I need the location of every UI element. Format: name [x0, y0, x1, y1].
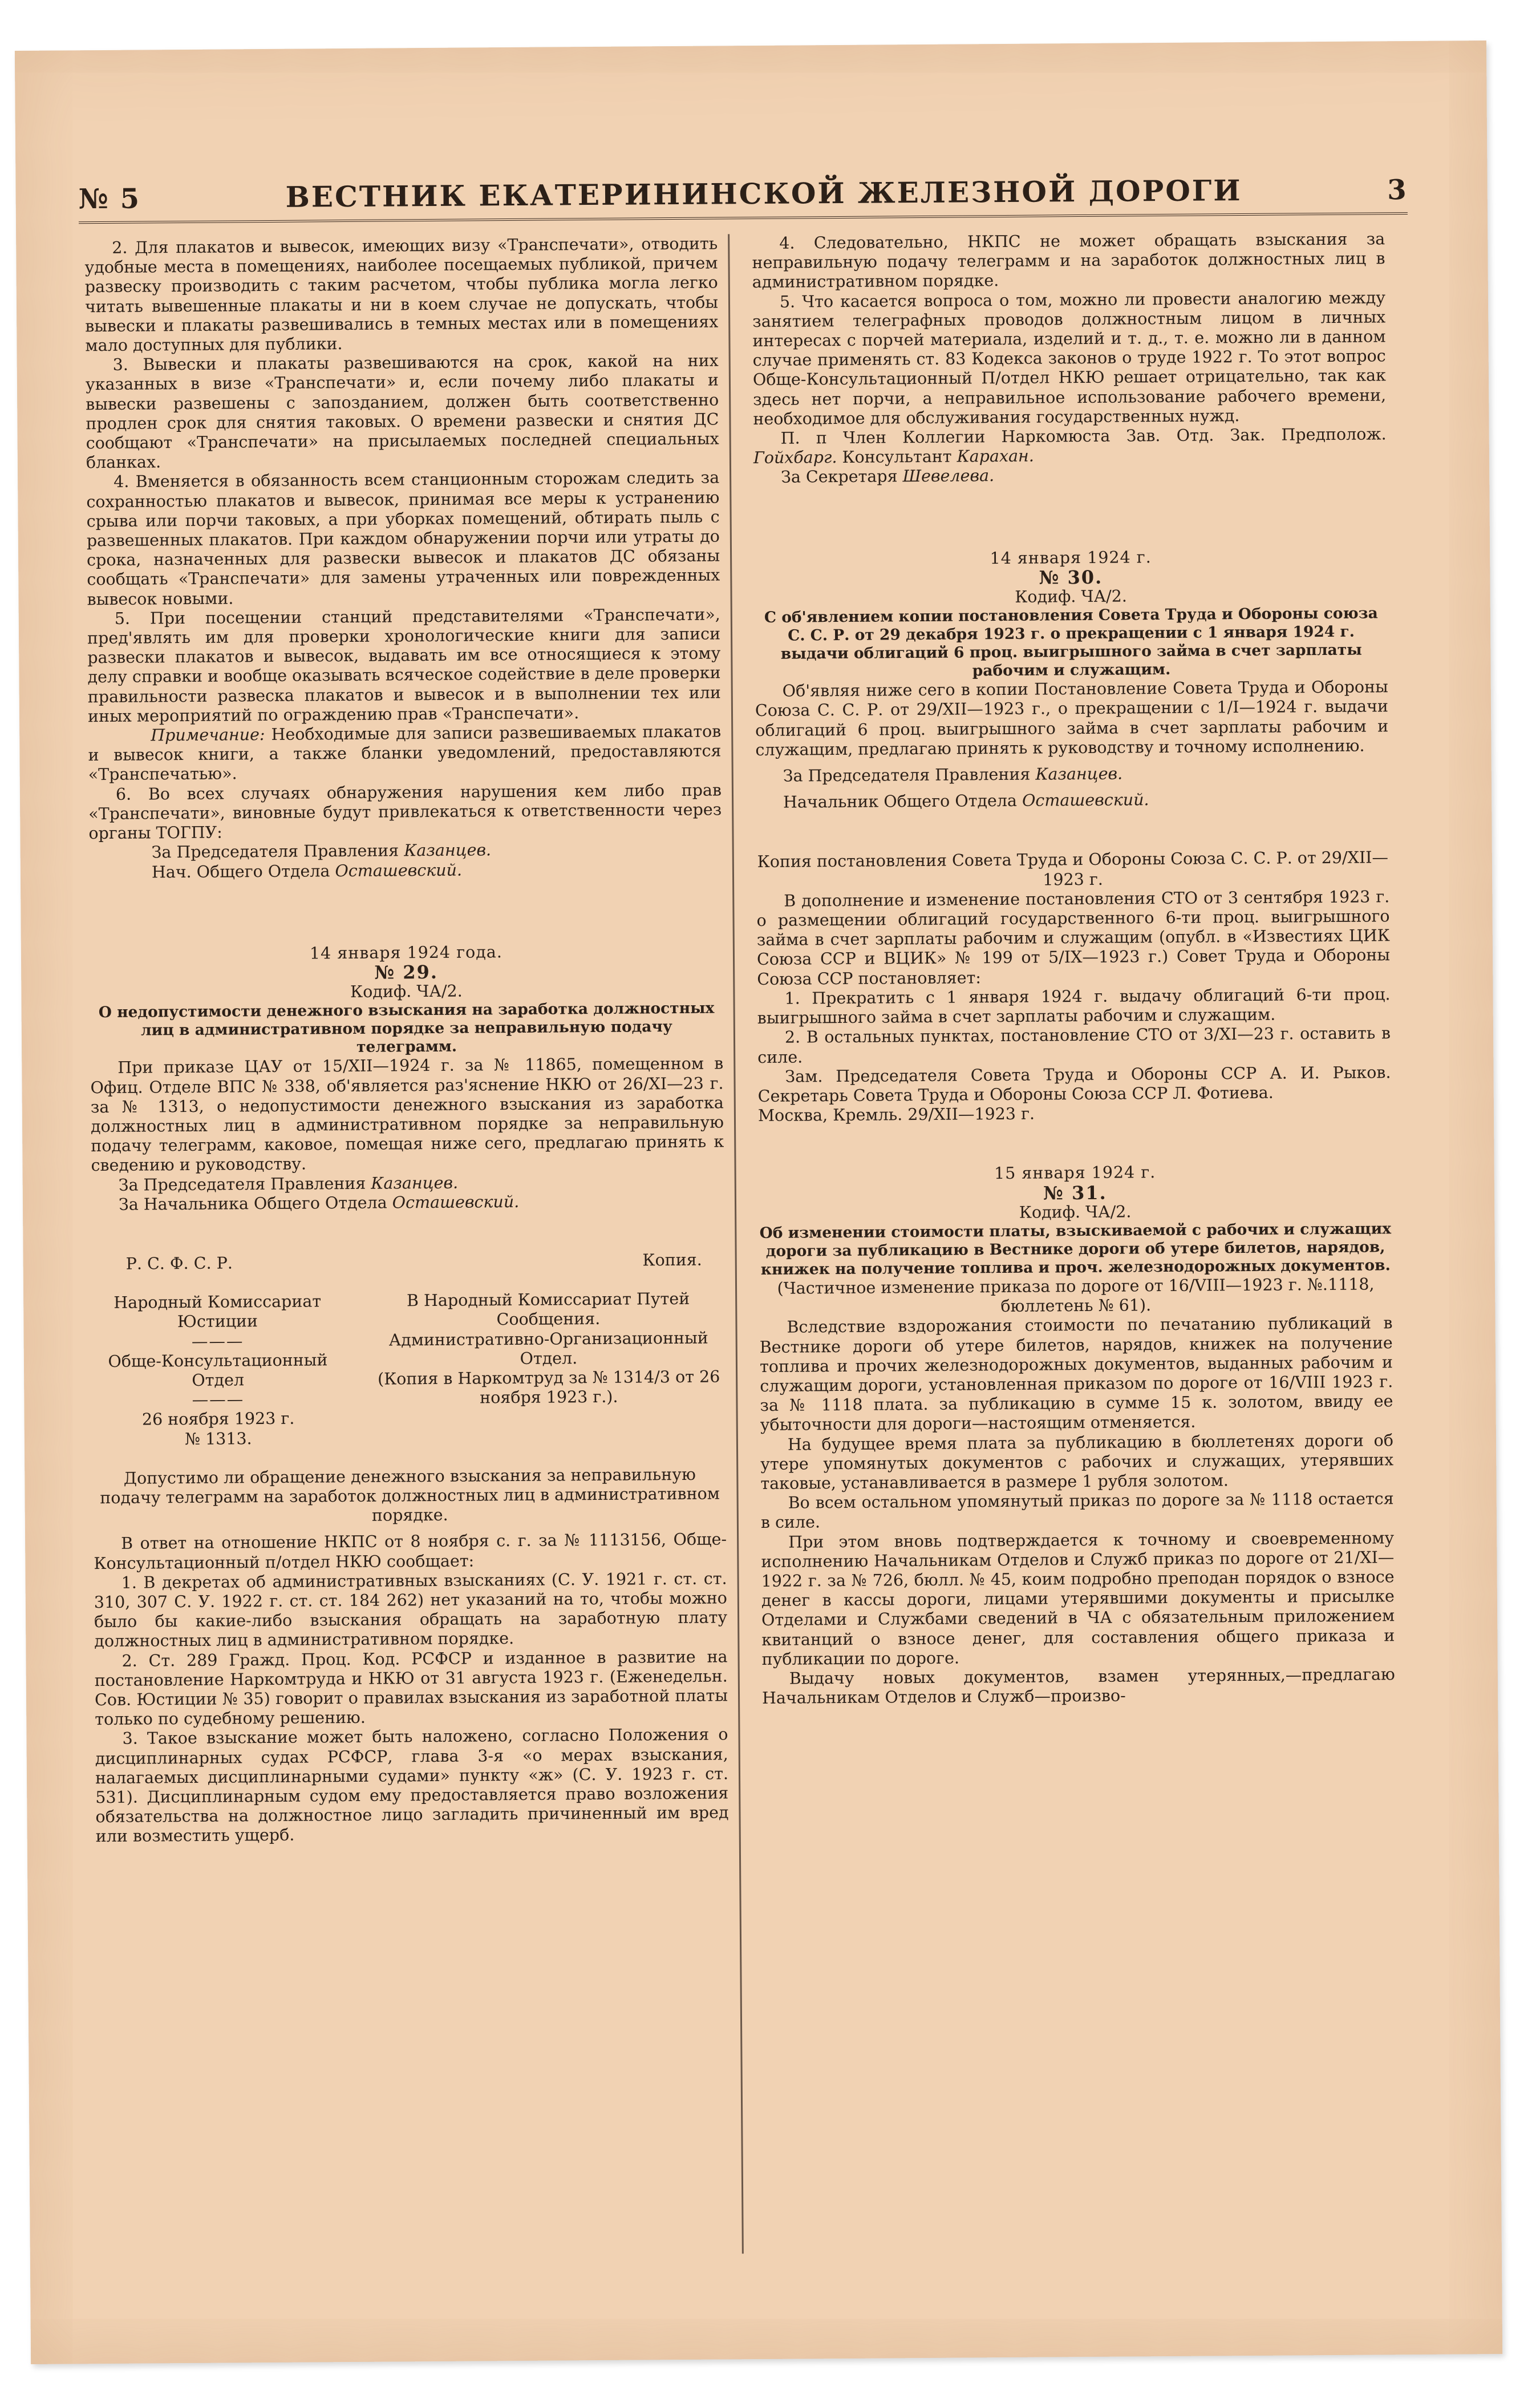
sto-resolution-body: В дополнение и изменение постановления СТО от 3 сентября 1923 г. о размещении облигаций государственного 6-ти проц. выигрышного займа в счет зарплаты рабочим и служащим (опубл. в «Известиях ЦИК Союза ССР и ВЦИК» № 199 от 5/IX—1923 г.) Совет Труда и Обороны Союза ССР постановляет: [756, 887, 1391, 989]
signature-name: Осташевский. [335, 860, 463, 880]
right-column [752, 229, 1395, 1708]
issue-number: № 5 [78, 183, 141, 216]
order-31-number: № 31. [1043, 1182, 1107, 1204]
rsfsr-label: Р. С. Ф. С. Р. [125, 1253, 233, 1273]
order-29-signature-2: За Начальника Общего Отдела Осташевский. [118, 1192, 520, 1214]
note [88, 722, 722, 785]
order-29-number: № 29. [374, 961, 439, 984]
left-column [84, 234, 729, 1846]
paragraph-4: 4. Вменяется в обязанность всем станционным сторожам следить за сохранностью плакатов и вывесок, принимая все меры к устранению срыва или порчи таковых, а при уборках помещений, обтирать пыль с развешенных плакатов. При каждом обнаружении порчи или утраты до срока, назначенных для развески вывесок и плакатов ДС обязаны сообщать «Транспечати» для замены утраченных или поврежденных вывесок новыми. [86, 468, 720, 609]
order-31-paragraph-5: Выдачу новых документов, взамен утерянных,—предлагаю Начальникам Отделов и Служб—произво- [761, 1665, 1395, 1708]
sto-place-date: Москва, Кремль. 29/XII—1923 г. [757, 1104, 1035, 1126]
agency-block [92, 1289, 726, 1450]
reply-4: 4. Следовательно, НКПС не может обращать взыскания за неправильную подачу телеграмм и на заработок должностных лиц в административном порядке. [752, 229, 1385, 292]
order-30-body: Об'являя ниже сего в копии Постановление Совета Труда и Обороны Союза С. С. Р. от 29/XII—1923 г., о прекращении с 1/I—1924 г. выдачи облигаций 6 проц. выигрышного займа в счет зарплаты рабочим и служащим, предлагаю принять к руководству и точному исполнению. [755, 677, 1389, 759]
signature-block-nkyu: П. п Член Коллегии Наркомюста Зав. Отд. Зак. Предполож. Гойхбарг. Консультант Карахан. [753, 424, 1387, 468]
order-30-number: № 30. [1039, 566, 1103, 589]
order-31-paragraph-2: На будущее время плата за публикацию в бюллетенях дороги об утере упомянутых документов с рабочих и служащих, утерявших таковые, устанавливается в размере 1 рубля золотом. [760, 1430, 1394, 1493]
signature-name: Казанцев. [404, 840, 492, 860]
reply-1: 1. В декретах об административных взысканиях (С. У. 1921 г. ст. ст. 310, 307 С. У. 1922 г. ст. ст. 184 262) нет указаний на то, чтобы можно было бы какие-либо взыскания обращать на заработную плату должностных лиц в административном порядке. [94, 1569, 728, 1651]
order-29-date: 14 января 1924 года. [309, 942, 502, 963]
reply-5: 5. Что касается вопроса о том, можно ли провести аналогию между занятием телеграфных проводов должностным лицом в личных интересах с порчей материала, изделий и т. д., т. е. можно ли в данном случае применять ст. 83 Кодекса законов о труде 1922 г. То этот вопрос Обще-Консультационный П/отдел НКЮ решает отрицательно, так как здесь нет порчи, а неправильное использование рабочего времени, необходимое для обслуживания государственных нужд. [752, 288, 1387, 428]
column-divider [728, 234, 744, 2254]
paragraph-5: 5. При посещении станций представителями «Транспечати», пред'являть им для проверки хронологические книги для записи развески плакатов и вывесок, выдавать им все относящиеся к этому делу справки и вообще оказывать всяческое содействие в деле проверки правильности развеска плакатов и вывесок и в выполнении тех или иных мероприятий по ограждению прав «Транспечати». [87, 605, 721, 726]
order-29-code: Кодиф. ЧА/2. [350, 981, 463, 1002]
sto-item-1: 1. Прекратить с 1 января 1924 г. выдачу облигаций 6-ти проц. выигрышного займа в счет зарплаты рабочим и служащим. [757, 985, 1391, 1028]
page-number: 3 [1387, 174, 1408, 207]
note-label: Примечание: [151, 725, 265, 745]
order-31-subtitle: (Частичное изменение приказа по дороге от 16/VIII—1923 г. №.1118, бюллетень № 61). [777, 1275, 1375, 1316]
sto-item-2: 2. В остальных пунктах, постановление СТО от 3/XI—23 г. оставить в силе. [757, 1023, 1391, 1067]
order-30-code: Кодиф. ЧА/2. [1015, 586, 1128, 606]
order-31-title: Об изменении стоимости платы, взыскиваемой с рабочих и служащих дороги за публикацию в Вестнике дороги об утере билетов, нарядов, книжек на получение топлива и проч. железнодорожных документов. [759, 1220, 1392, 1279]
order-30-title: С об'явлением копии постановления Совета Труда и Обороны союза С. С. Р. от 29 декабря 1923 г. о прекращении с 1 января 1924 г. выдачи облигаций 6 проц. выигрышного займа в счет зарплаты рабочим и служащим. [764, 604, 1378, 680]
order-31-paragraph-4: При этом вновь подтверждается к точному и своевременному исполнению Начальникам Отделов и Служб приказ по дороге от 21/XI—1922 г. за № 726, бюлл. № 45, коим подробно преподан порядок о взносе денег в кассы дороги, лицами утерявшими документы и присылке Отделами и Службами сведений в ЧА с обязательным приложением квитанций о взносе денег, для составления общего приказа и публикации по дороге. [761, 1528, 1395, 1669]
order-29-signature-1: За Председателя Правления Казанцев. [118, 1173, 459, 1195]
order-31-paragraph-3: Во всем остальном упомянутый приказ по дороге за № 1118 остается в силе. [760, 1489, 1394, 1532]
order-31-code: Кодиф. ЧА/2. [1019, 1202, 1132, 1222]
sender-block: Народный Комиссариат Юстиции ——— Обще-Консультационный Отдел ——— 26 ноября 1923 г. № 1313. [108, 1292, 328, 1449]
sto-signatures: Зам. Председателя Совета Труда и Обороны ССР А. И. Рыков. Секретарь Совета Труда и Обороны Союза ССР Л. Фотиева. [757, 1062, 1391, 1106]
note-text: Необходимые для записи развешиваемых плакатов и вывесок книги, а также бланки уведомлений, предоставляются «Транспечатью». [88, 722, 722, 784]
reply-intro: В ответ на отношение НКПС от 8 ноября с. г. за № 1113156, Обще-Консультационный п/отдел НКЮ сообщает: [94, 1530, 727, 1573]
order-30-signature-2: Начальник Общего Отдела Осташевский. [783, 790, 1149, 812]
recipient-block: В Народный Комиссариат Путей Сообщения. Административно-Организационный Отдел. (Копия в Наркомтруд за № 1314/3 от 26 ноября 1923 г.). [377, 1289, 720, 1407]
paragraph-2: 2. Для плакатов и вывесок, имеющих визу «Транспечати», отводить удобные места в помещениях, наиболее посещаемых публикой, причем развеску производить с таким расчетом, чтобы публика могла легко читать вывешенные плакаты и ни в коем случае не допускать, чтобы вывески и плакаты развешивались в темных местах или в помещениях мало доступных для публики. [84, 234, 719, 355]
signature-chairman: За Председателя Правления Казанцев. [151, 840, 492, 862]
paragraph-6: 6. Во всех случаях обнаружения нарушения кем либо прав «Транспечати», виновные будут привлекаться к ответственности через органы ТОГПУ: [88, 780, 722, 843]
secretary-signature: За Секретаря Шевелева. [781, 466, 995, 487]
reply-3: 3. Такое взыскание может быть наложено, согласно Положения о дисциплинарных судах РСФСР, глава 3-я «о мерах взыскания, налагаемых дисциплинарными судами» пункту «ж» (С. У. 1923 г. ст. 531). Дисциплинарным судом ему предоставляется право возложения обязательства на должностное лицо загладить причиненный им вред или возместить ущерб. [95, 1725, 729, 1846]
reply-2: 2. Ст. 289 Гражд. Проц. Код. РСФСР и изданное в развитие на постановление Наркомтруда и НКЮ от 31 августа 1923 г. (Еженедельн. Сов. Юстиции № 35) говорит о правилах взыскания из заработной платы только по судебному решению. [94, 1646, 728, 1729]
masthead [78, 172, 1407, 224]
sto-resolution-title: Копия постановления Совета Труда и Обороны Союза С. С. Р. от 29/XII—1923 г. [757, 848, 1389, 889]
signature-dept-head: Нач. Общего Отдела Осташевский. [151, 860, 463, 881]
copy-label: Копия. [642, 1250, 702, 1270]
order-31-date: 15 января 1924 г. [994, 1163, 1156, 1183]
paragraph-3: 3. Вывески и плакаты развешиваются на срок, какой на них указанных в визе «Транспечати» и, если почему либо плакаты и вывески развешены с запозданием, должен быть соответственно продлен срок для снятия таковых. О времени развески и снятия ДС сообщают «Транспечати» на присылаемых последней специальных бланках. [85, 351, 719, 472]
order-30-signature-1: За Председателя Правления Казанцев. [783, 764, 1123, 786]
order-31-paragraph-1: Вследствие вздорожания стоимости по печатанию публикаций в Вестнике дороги об утере билетов, нарядов, книжек на получение топлива и прочих железнодорожных документов, выданных рабочим и служащим дороги, установленная приказом по дороге от 16/VIII 1923 г. за № 1118 плата. за публикацию в сумме 15 к. золотом, ввиду ее убыточности для дороги—настоящим отменяется. [759, 1313, 1393, 1435]
order-30-date: 14 января 1924 г. [990, 547, 1152, 568]
order-29-body: При приказе ЦАУ от 15/XII—1924 г. за № 11865, помещенном в Офиц. Отделе ВПС № 338, об'является раз'яснение НКЮ от 26/XI—23 г. за № 1313, о недопустимости денежного взыскания из заработка должностных лиц в административном порядке за неправильную подачу телеграмм, каковое, помещая ниже сего, предлагаю принять к сведению и руководству. [90, 1054, 724, 1175]
newspaper-page [15, 41, 1502, 2364]
publication-title: ВЕСТНИК ЕКАТЕРИНИНСКОЙ ЖЕЛЕЗНОЙ ДОРОГИ [285, 173, 1242, 214]
order-29-title: О недопустимости денежного взыскания на заработка должностных лиц в административном порядке за неправильную подачу телеграмм. [98, 999, 715, 1057]
question-heading: Допустимо ли обращение денежного взыскания за неправильную подачу телеграмм на заработок должностных лиц в административном порядке. [100, 1465, 720, 1525]
